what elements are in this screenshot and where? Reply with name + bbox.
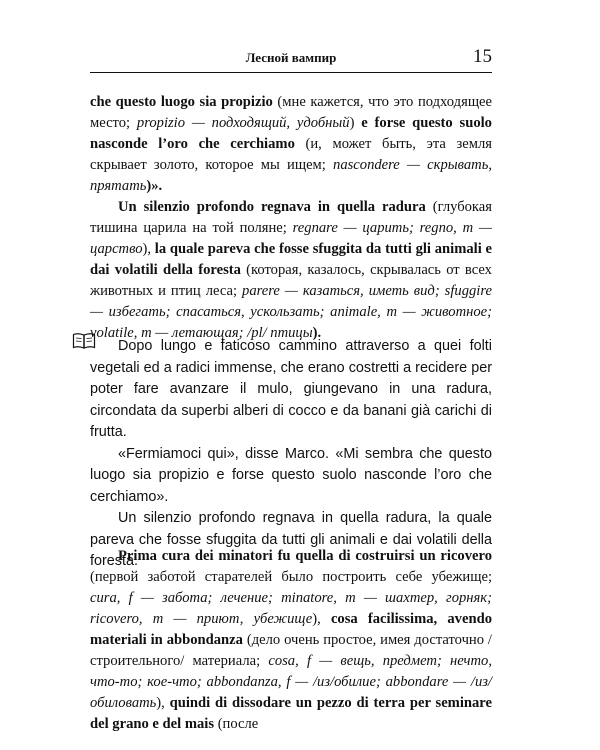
italian-phrase: cosa facilissima, avendo materiali in abbondanza: [90, 611, 492, 648]
italian-phrase: ).: [312, 325, 322, 341]
original-text-block: [90, 336, 492, 573]
running-title: Лесной вампир: [245, 50, 337, 65]
commented-paragraph: [90, 197, 492, 344]
translation-text: (глубокая тишина царила на той поляне;: [90, 199, 492, 236]
translation-text: ),: [312, 611, 331, 627]
vocabulary-note: regnare — царить; regno, m — царство: [90, 220, 493, 257]
commented-text-block-2: [90, 546, 492, 735]
vocabulary-note: cosa, f — вещь, предмет; нечто, что-то; кое-что; abbondanza, f — /из/обилие; abbondare — /из/обиловать: [90, 653, 492, 711]
translation-text: (мне кажется, что это подходящее место;: [90, 94, 493, 131]
italian-phrase: Prima cura dei minatori fu quella di costruirsi un ricovero: [118, 548, 492, 564]
translation-text: ),: [142, 241, 155, 257]
commented-text-block-1: [90, 92, 492, 344]
original-paragraph: Un silenzio profondo regnava in quella radura, la quale pareva che fosse sfuggita da tutti gli animali e dai volatili della foresta.: [90, 510, 492, 569]
italian-phrase: e forse questo suolo nasconde l’oro che cerchiamo: [90, 115, 492, 152]
italian-phrase: la quale pareva che fosse sfuggita da tutti gli animali e dai volatili della foresta: [90, 241, 492, 278]
commented-paragraph: [90, 92, 492, 197]
italian-phrase: )».: [146, 178, 163, 194]
translation-text: (дело очень простое, имея достаточно /строительного/ материала;: [90, 632, 492, 669]
commented-paragraph: [90, 546, 492, 735]
vocabulary-note: parere — казаться, иметь вид; sfuggire — избегать; спасаться, ускользать; animale, m — животное; volatile, m — летающая; /pl/ птицы: [90, 283, 492, 341]
vocabulary-note: nascondere — скрывать, прятать: [90, 157, 492, 194]
italian-phrase: Un silenzio profondo regnava in quella radura: [118, 199, 426, 215]
original-paragraph: Dopo lungo e faticoso cammino attraverso a quei folti vegetali ed a radici immense, che erano costretti a recidere per poter fare avanzare il mulo, giungevano in una radura, circondata da superbi alberi di cocco e da banani già carichi di frutta.: [90, 338, 492, 440]
translation-text: (первой заботой старателей было построить себе убежище;: [90, 569, 492, 585]
vocabulary-note: cura, f — забота; лечение; minatore, m — шахтер, горняк; ricovero, m — приют, убежище: [90, 590, 492, 627]
italian-phrase: quindi di dissodare un pezzo di terra per seminare del grano e del mais: [90, 695, 492, 732]
translation-text: ),: [156, 695, 170, 711]
vocabulary-note: propizio — подходящий, удобный: [136, 115, 350, 131]
translation-text: ): [349, 115, 362, 131]
translation-text: (и, может быть, эта земля скрывает золото, которое мы ищем;: [90, 136, 493, 173]
translation-text: (после: [214, 716, 259, 732]
page-number: 15: [473, 46, 492, 67]
translation-text: (которая, казалось, скрывалась от всех животных и птиц леса;: [90, 262, 492, 299]
original-paragraph: «Fermiamoci qui», disse Marco. «Mi sembra che questo luogo sia propizio e forse questo suolo nasconde l’oro che cerchiamo».: [90, 445, 492, 505]
italian-phrase: che questo luogo sia propizio: [90, 94, 273, 110]
running-header: [90, 46, 492, 73]
